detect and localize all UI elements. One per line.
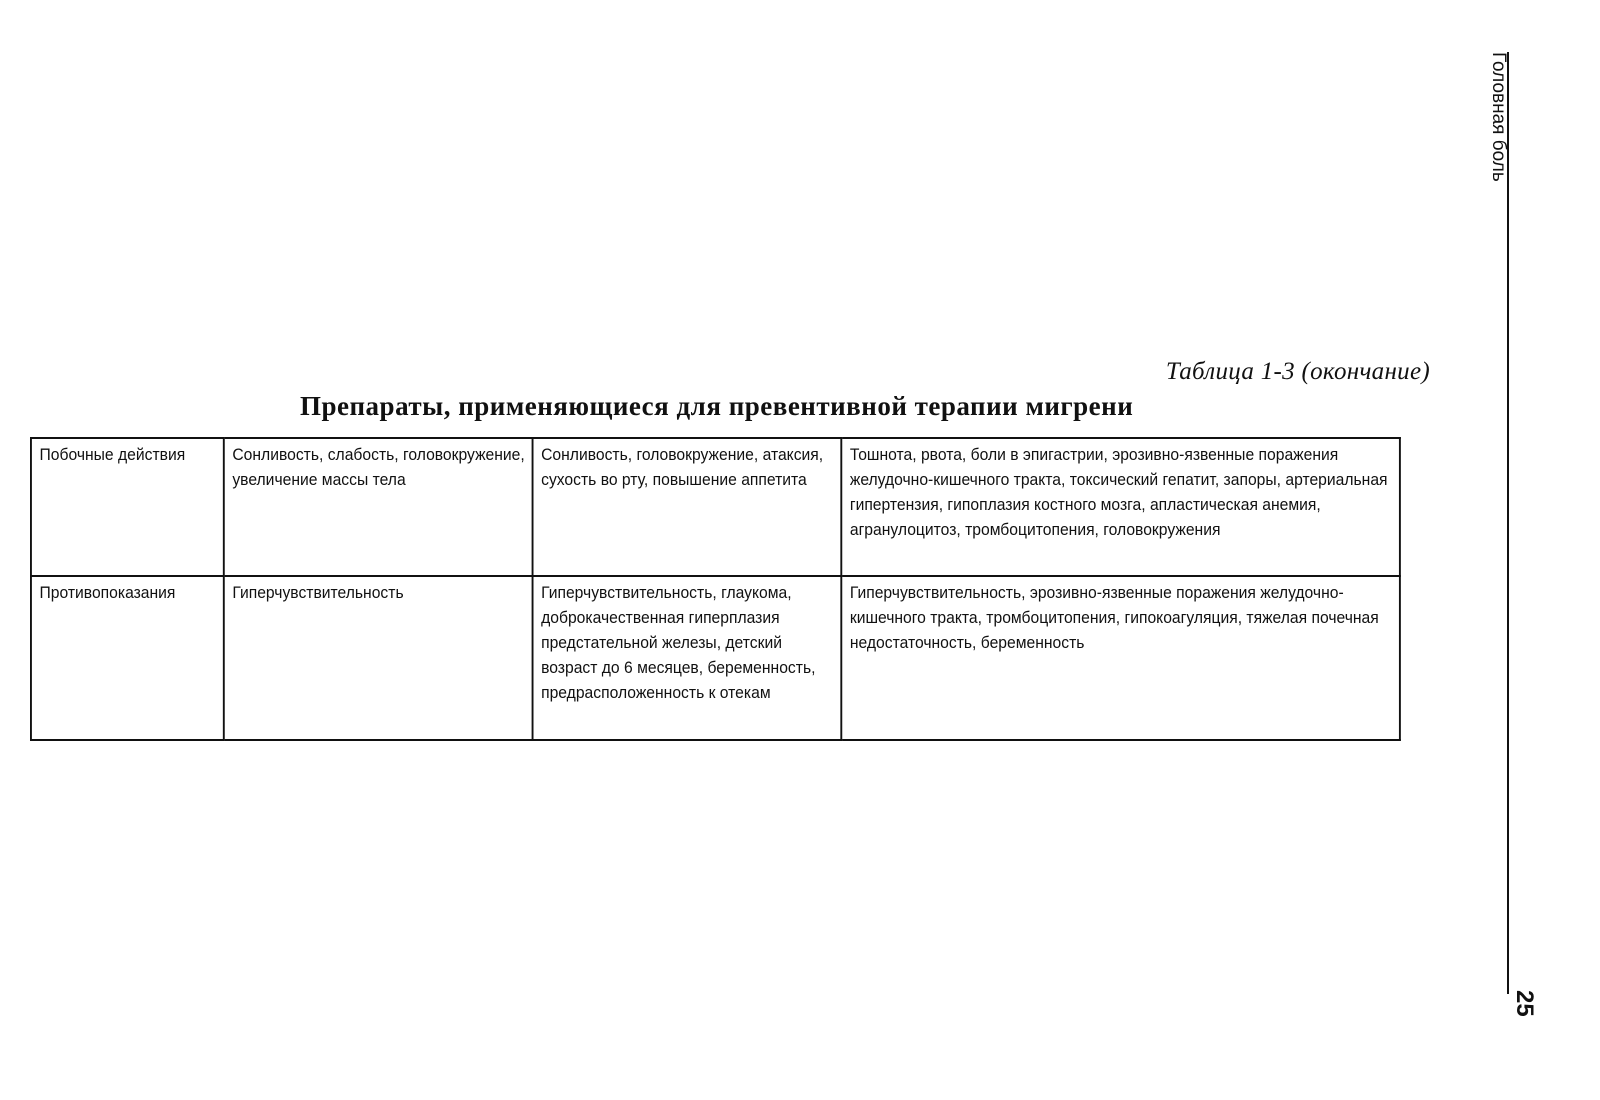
page-number: 25 bbox=[1511, 990, 1538, 1017]
data-table bbox=[30, 437, 1401, 741]
table-cell: Тошнота, рвота, боли в эпигастрии, эрозивно-язвенные поражения желудочно-кишечного тракта, токсический гепатит, запоры, артериальная гипертензия, гипоплазия костного мозга, апластическая анемия, агранулоцитоз, тромбоцитопения, головокружения bbox=[841, 438, 1400, 576]
table-row bbox=[31, 576, 1400, 740]
running-title: Головная боль bbox=[1488, 52, 1509, 182]
table-cell: Сонливость, слабость, головокружение, увеличение массы тела bbox=[224, 438, 533, 576]
table-cell: Гиперчувствительность, глаукома, доброкачественная гиперплазия предстательной железы, детский возраст до 6 месяцев, беременность, предрасположенность к отекам bbox=[533, 576, 842, 740]
table-cell: Гиперчувствительность, эрозивно-язвенные поражения желудочно-кишечного тракта, тромбоцитопения, гипокоагуляция, тяжелая почечная недостаточность, беременность bbox=[841, 576, 1400, 740]
row-label-contraindications: Противопоказания bbox=[31, 576, 224, 740]
table-row bbox=[31, 438, 1400, 576]
table-cell: Гиперчувствительность bbox=[224, 576, 533, 740]
running-head-rule bbox=[1487, 52, 1509, 994]
table-title: Препараты, применяющиеся для превентивной терапии мигрени bbox=[300, 391, 1134, 421]
table-cell: Сонливость, головокружение, атаксия, сухость во рту, повышение аппетита bbox=[533, 438, 842, 576]
row-label-side-effects: Побочные действия bbox=[31, 438, 224, 576]
table-caption: Таблица 1-3 (окончание) bbox=[1165, 358, 1430, 385]
